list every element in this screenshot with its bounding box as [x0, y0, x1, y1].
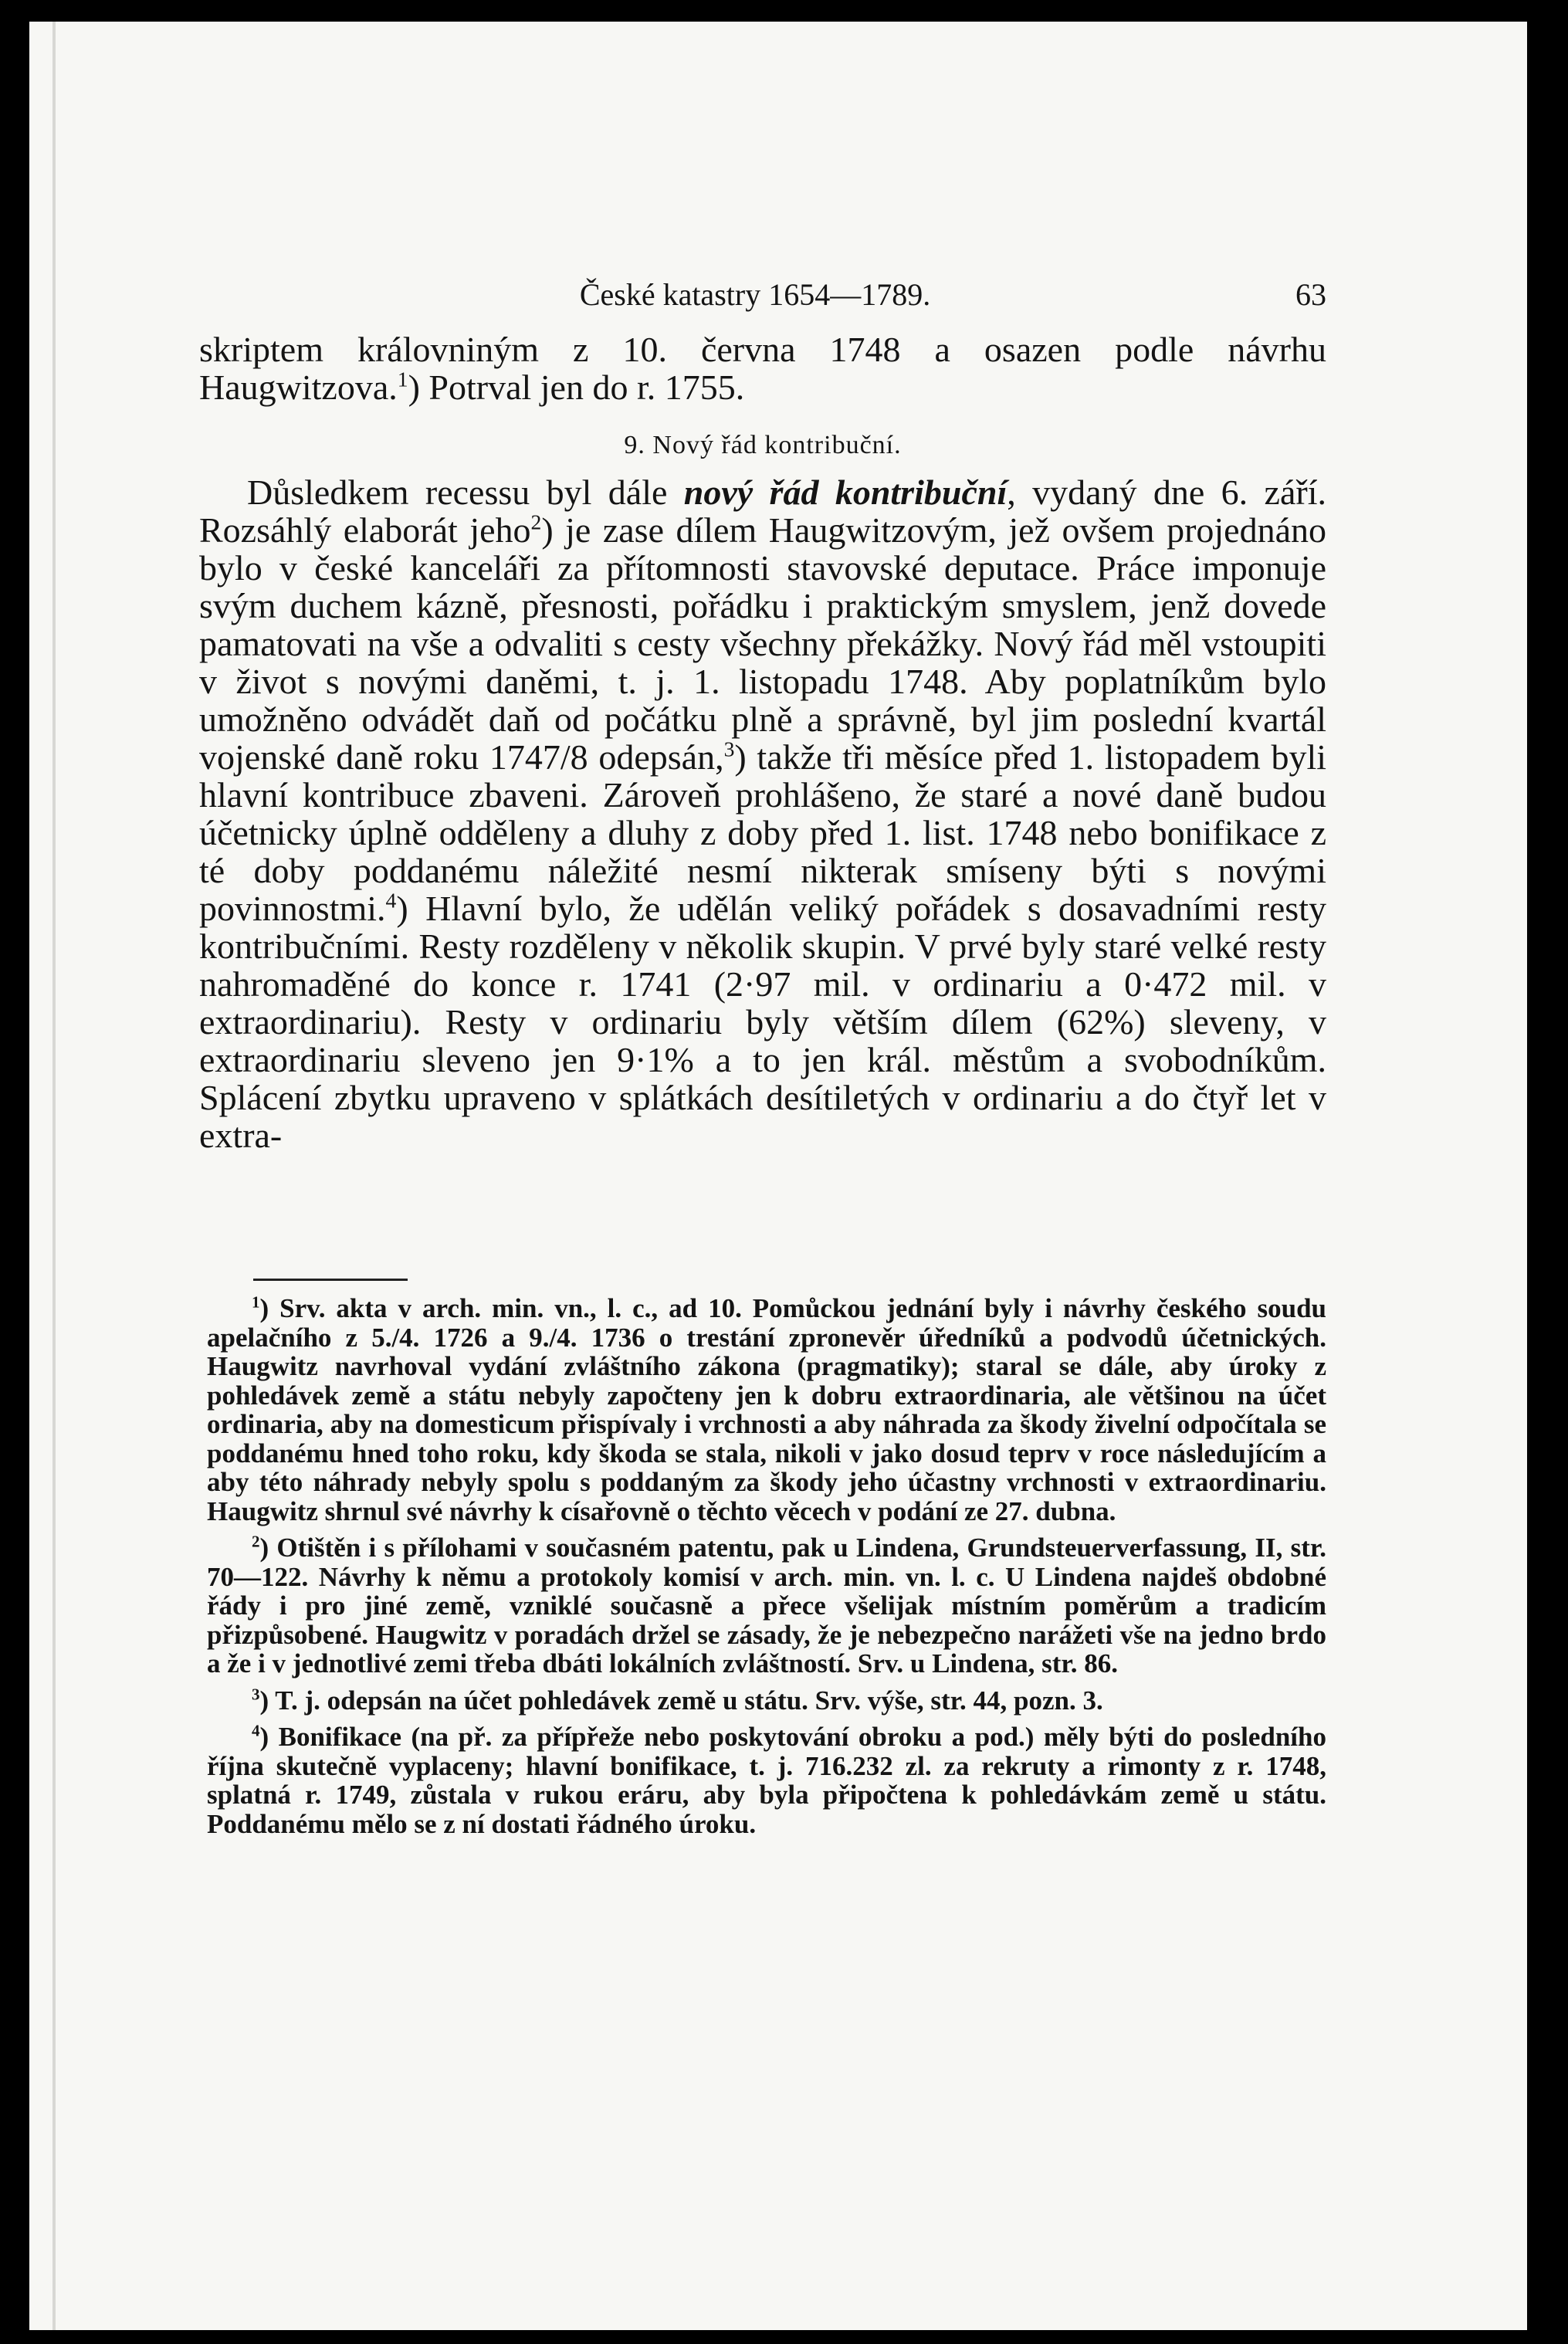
- text-span: ) je zase dílem Haugwitzovým, jež ovšem projednáno bylo v české kanceláři za přítomnosti stavovské deputace. Práce imponuje svým duchem kázně, přesnosti, pořádku i praktickým smyslem, jenž dovede pamatovati na vše a odvaliti s cesty všechny překážky. Nový řád měl vstoupiti v život s novými daněmi, t. j. 1. listopadu 1748. Aby poplatníkům bylo umožněno odvádět daň od počátku plně a správně, byl jim poslední kvartál vojenské daně roku 1747/8 odepsán,: [199, 510, 1327, 777]
- footnote-text: ) Srv. akta v arch. min. vn., l. c., ad 10. Pomůckou jednání byly i návrhy českého soudu apelačního z 5./4. 1726 a 9./4. 1736 o trestání zpronevěr úředníků a podvodů účetnických. Haugwitz navrhoval vydání zvláštního zákona (pragmatiky); staral se dále, aby úroky z pohledávek země a státu nebyly započteny jen k dobru extraordinaria, ale většinou na účet ordinaria, aby na domesticum přispívaly i vrchnosti a aby náhrada za škody živelní odpočítala se poddanému hned toho roku, kdy škoda se stala, nikoli v jako dosud teprv v roce následujícím a aby této náhrady nebyly spolu s poddaným za škody jeho účastny vrchnosti v extraordinariu. Haugwitz shrnul své návrhy k císařovně o těchto věcech v podání ze 27. dubna.: [207, 1293, 1326, 1526]
- footnote-mark: 4: [252, 1721, 260, 1740]
- page-edge: [52, 22, 56, 2330]
- footnote: [207, 1686, 1326, 1716]
- footnote-divider: [253, 1279, 408, 1281]
- text-span: ) Hlavní bylo, že udělán veliký pořádek s dosavadními resty kontribučními. Resty rozděleny v několik skupin. V prvé byly staré velké resty nahromaděné do konce r. 1741 (2·97 mil. v ordinariu a 0·472 mil. v extraordinariu). Resty v ordinariu byly větším dílem (62%) sleveny, v extraordinariu sleveno jen 9·1% a to jen král. městům a svobodníkům. Splácení zbytku upraveno v splátkách desítiletých v ordinariu a do čtyř let v extra-: [199, 889, 1326, 1155]
- main-text: [199, 330, 1326, 1154]
- footnotes: [207, 1294, 1326, 1846]
- text-span: ) Potrval jen do r. 1755.: [408, 368, 745, 407]
- book-page: [29, 22, 1527, 2330]
- footnote-ref: 4: [385, 888, 397, 913]
- page-number: 63: [1295, 277, 1326, 312]
- footnote-ref: 3: [723, 737, 735, 761]
- running-title: České katastry 1654—1789.: [579, 277, 931, 312]
- footnote-ref: 1: [397, 367, 408, 391]
- footnote-ref: 2: [530, 510, 542, 534]
- footnote: [207, 1722, 1326, 1838]
- paragraph-continuation: [199, 330, 1326, 406]
- footnote-mark: 2: [252, 1532, 260, 1551]
- footnote: [207, 1294, 1326, 1526]
- text-span: ) takže tři měsíce před 1. listopadem byli hlavní kontribuce zbaveni. Zároveň prohlášeno, že staré a nové daně budou účetnicky úplně odděleny a dluhy z doby před 1. list. 1748 nebo bonifikace z té doby poddanému náležité nesmí nikterak smíseny býti s novými povinnostmi.: [199, 737, 1327, 928]
- text-span: Důsledkem recessu byl dále: [247, 473, 684, 512]
- italic-term: nový řád kontribuční: [683, 473, 1008, 512]
- text-span: , vydaný dne 6. září. Rozsáhlý elaborát jeho: [199, 473, 1326, 550]
- footnote-text: ) T. j. odepsán na účet pohledávek země u státu. Srv. výše, str. 44, pozn. 3.: [259, 1685, 1103, 1716]
- footnote-text: ) Otištěn i s přílohami v současném patentu, pak u Lindena, Grundsteuerverfassung, II, str. 70—122. Návrhy k němu a protokoly komisí v arch. min. vn. l. c. U Lindena najdeš obdobné řády i pro jiné země, vzniklé současně a přece všelijak místním poměrům a tradicím přizpůsobené. Haugwitz v poradách držel se zásady, že je nebezpečno narážeti vše na jedno brdo a že i v jednotlivé zemi třeba dbáti lokálních zvláštností. Srv. u Lindena, str. 86.: [207, 1533, 1326, 1678]
- footnote: [207, 1533, 1326, 1678]
- section-heading: 9. Nový řád kontribuční.: [624, 431, 902, 459]
- page-header: [184, 276, 1326, 323]
- paragraph: [199, 473, 1326, 1154]
- footnote-text: ) Bonifikace (na př. za přípřeže nebo poskytování obroku a pod.) měly býti do posledního října skutečně vyplaceny; hlavní bonifikace, t. j. 716.232 zl. za rekruty a rimonty z r. 1748, splatná r. 1749, zůstala v rukou eráru, aby byla připočtena k pohledávkám země u státu. Poddanému mělo se z ní dostati řádného úroku.: [207, 1722, 1326, 1839]
- footnote-mark: 3: [252, 1684, 260, 1703]
- footnote-mark: 1: [252, 1292, 260, 1312]
- text-span: skriptem královniným z 10. června 1748 a osazen podle návrhu Haugwitzova.: [199, 330, 1326, 407]
